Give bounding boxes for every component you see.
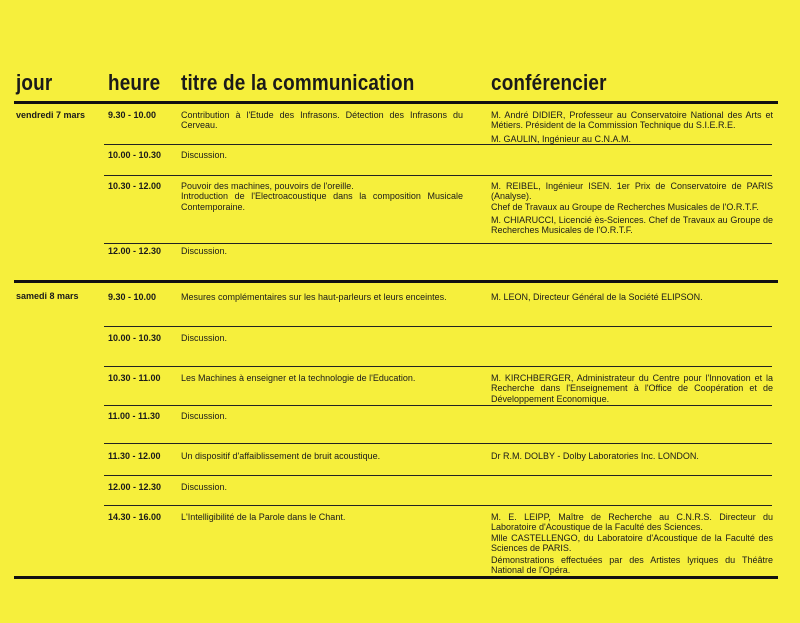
- day-label: vendredi 7 mars: [16, 110, 86, 120]
- session-title: Discussion.: [181, 246, 228, 256]
- session-speakers: [491, 451, 773, 463]
- session-time: 9.30 - 10.00: [108, 110, 157, 120]
- session-time: 12.00 - 12.30: [108, 482, 162, 492]
- speaker-entry: M. REIBEL, Ingénieur ISEN. 1er Prix de Conservatoire de PARIS (Analyse). Chef de Travaux au Groupe de Recherches Musicales de l'O.R.T.F.: [491, 181, 773, 212]
- session-time: 11.00 - 11.30: [108, 411, 161, 421]
- header-heure: heure: [108, 70, 161, 95]
- header-rule: [14, 101, 778, 104]
- session-title: Discussion.: [181, 411, 228, 421]
- session-time: 10.00 - 10.30: [108, 333, 162, 343]
- session-divider: [104, 366, 772, 367]
- session-title: Discussion.: [181, 482, 228, 492]
- session-title: Discussion.: [181, 333, 228, 343]
- speaker-entry: M. CHIARUCCI, Licencié ès-Sciences. Chef de Travaux au Groupe de Recherches Musicales de l'O.R.T.F.: [491, 214, 773, 236]
- session-time: 11.30 - 12.00: [108, 451, 161, 461]
- session-divider: [104, 243, 772, 244]
- session-title: Un dispositif d'affaiblissement de bruit acoustique.: [181, 451, 381, 461]
- session-divider: [104, 443, 772, 444]
- session-time: 9.30 - 10.00: [108, 292, 157, 302]
- session-title: Les Machines à enseigner et la technologie de l'Education.: [181, 373, 416, 383]
- speaker-entry: M. E. LEIPP, Maître de Recherche au C.N.R.S. Directeur du Laboratoire d'Acoustique de la Faculté des Sciences. Mlle CASTELLENGO, du Laboratoire d'Acoustique de la Faculté des Sciences de PARIS.: [491, 512, 773, 553]
- speaker-entry: M. LEON, Directeur Général de la Société ELIPSON.: [491, 292, 703, 302]
- session-time: 10.30 - 11.00: [108, 373, 161, 383]
- day-separator-rule: [14, 280, 778, 283]
- speaker-entry: M. KIRCHBERGER, Administrateur du Centre pour l'Innovation et la Recherche dans l'Enseignement à l'Office de Coopération et de Développement Economique.: [491, 373, 773, 404]
- session-speakers: [491, 181, 773, 237]
- session-time: 14.30 - 16.00: [108, 512, 162, 522]
- session-title: L'Intelligibilité de la Parole dans le Chant.: [181, 512, 346, 522]
- session-title: Discussion.: [181, 150, 228, 160]
- session-divider: [104, 175, 772, 176]
- day-label: samedi 8 mars: [16, 291, 79, 301]
- speaker-entry: Démonstrations effectuées par des Artistes lyriques du Théâtre National de l'Opéra.: [491, 555, 773, 576]
- session-speakers: [491, 512, 773, 578]
- session-time: 10.00 - 10.30: [108, 150, 162, 160]
- speaker-entry: M. André DIDIER, Professeur au Conservatoire National des Arts et Métiers. Président de la Commission Technique du S.I.E.R.E.: [491, 110, 773, 131]
- session-title: Contribution à l'Etude des Infrasons. Détection des Infrasons du Cerveau.: [181, 110, 463, 131]
- header-jour: jour: [16, 70, 53, 95]
- session-title: Mesures complémentaires sur les haut-parleurs et leurs enceintes.: [181, 292, 447, 302]
- session-time: 12.00 - 12.30: [108, 246, 162, 256]
- session-divider: [104, 505, 772, 506]
- session-speakers: [491, 373, 773, 406]
- session-time: 10.30 - 12.00: [108, 181, 162, 191]
- session-divider: [104, 475, 772, 476]
- speaker-entry: M. GAULIN, Ingénieur au C.N.A.M.: [491, 133, 632, 144]
- session-divider: [104, 326, 772, 327]
- session-title: Pouvoir des machines, pouvoirs de l'oreille. Introduction de l'Electroacoustique dans la composition Musicale Contemporaine.: [181, 181, 463, 212]
- speaker-entry: Dr R.M. DOLBY - Dolby Laboratories Inc. LONDON.: [491, 451, 699, 461]
- session-speakers: [491, 292, 773, 304]
- header-titre: titre de la communication: [181, 70, 415, 95]
- header-conferencier: conférencier: [491, 70, 607, 95]
- session-speakers: [491, 110, 773, 146]
